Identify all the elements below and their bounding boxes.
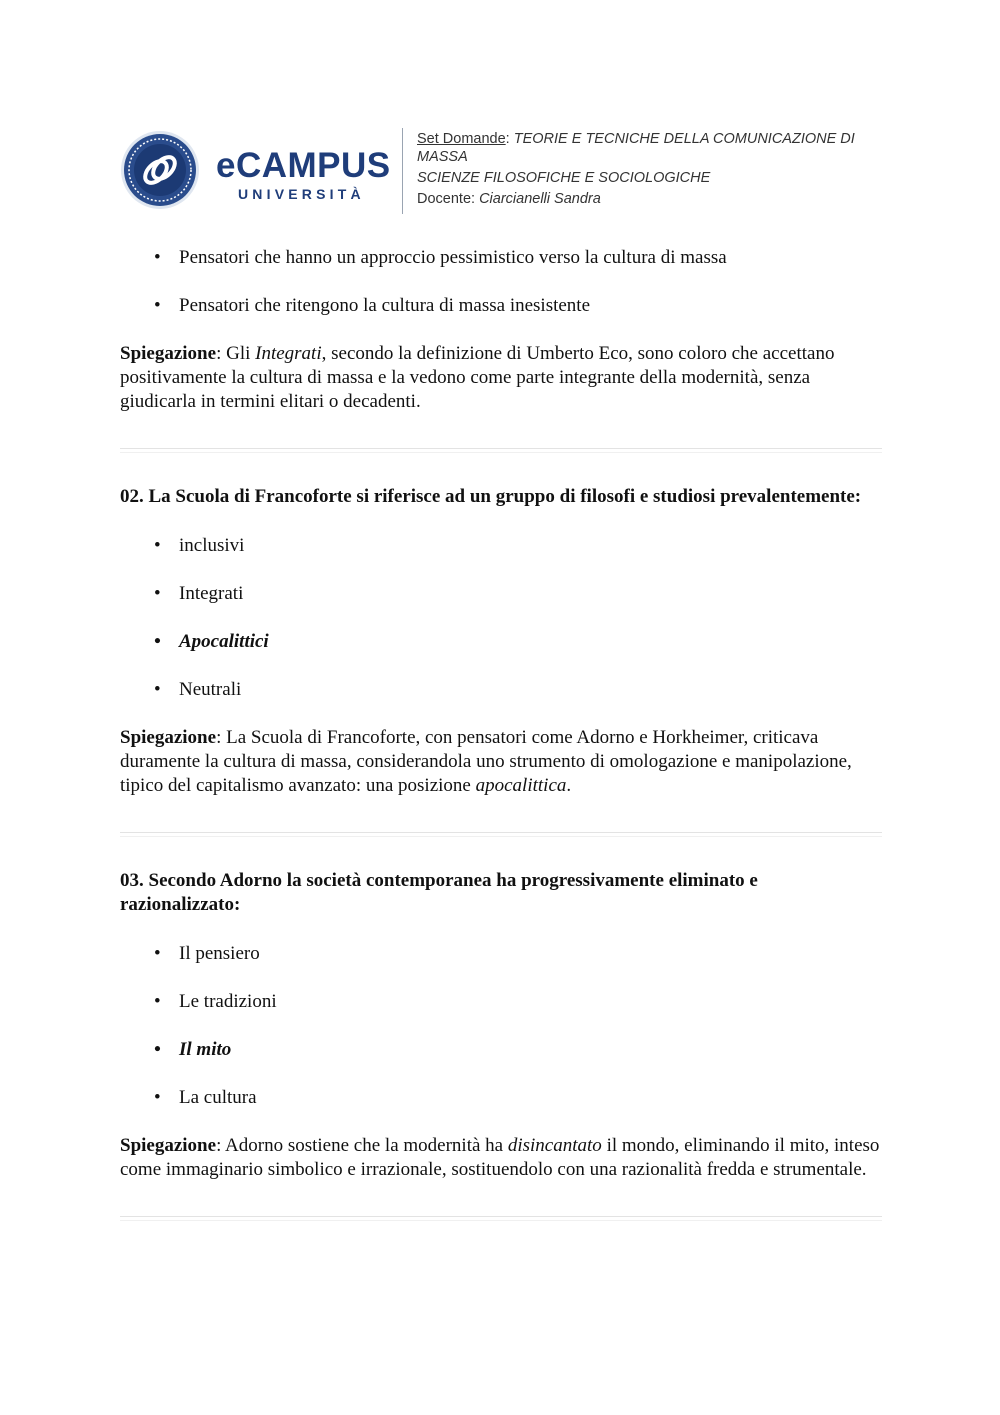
section-divider <box>120 832 882 837</box>
q3-title: 03. Secondo Adorno la società contemporanea ha progressivamente eliminato e razionalizzato: <box>120 870 758 915</box>
ecampus-wordmark <box>216 148 391 202</box>
brand-subtitle: UNIVERSITÀ <box>238 186 365 202</box>
explanation-label: Spiegazione <box>120 343 217 364</box>
faculty-name: SCIENZE FILOSOFICHE E SOCIOLOGICHE <box>417 170 711 186</box>
explanation-label: Spiegazione <box>120 1135 217 1156</box>
explanation-text: : Gli <box>216 343 256 364</box>
explanation-emphasis: disincantato <box>507 1135 602 1156</box>
option-item: • Neutrali <box>120 678 882 702</box>
option-item-correct: • Apocalittici <box>120 630 882 654</box>
header-divider <box>402 128 403 214</box>
docente-label: Docente <box>417 191 472 207</box>
option-item: • Integrati <box>120 582 882 606</box>
explanation-text: . <box>566 775 572 796</box>
explanation-emphasis: apocalittica <box>475 775 567 796</box>
course-name: TEORIE E TECNICHE DELLA COMUNICAZIONE DI MASSA <box>417 131 855 165</box>
course-title-row: Set Domande: TEORIE E TECNICHE DELLA COMUNICAZIONE DI MASSA <box>417 131 855 165</box>
option-item: • La cultura <box>120 1086 882 1110</box>
docente-row: Docente: Ciarcianelli Sandra <box>417 191 601 207</box>
explanation-label: Spiegazione <box>120 727 217 748</box>
explanation-text: : Adorno sostiene che la modernità ha <box>216 1135 508 1156</box>
explanation-text: il mondo, eliminando il mito, inteso come immaginario simbolico e irrazionale, sostituendolo con una razionalità fredda e strumentale. <box>120 1135 880 1180</box>
option-item: • Pensatori che hanno un approccio pessimistico verso la cultura di massa <box>120 246 882 270</box>
option-item: • Le tradizioni <box>120 990 882 1014</box>
q1-explanation <box>120 342 882 414</box>
set-label: Set Domande <box>417 131 506 147</box>
option-item-correct: • Il mito <box>120 1038 882 1062</box>
q3-explanation <box>120 1134 882 1182</box>
explanation-text: : La Scuola di Francoforte, con pensatori come Adorno e Horkheimer, criticava duramente la cultura di massa, considerandola uno strumento di omologazione e manipolazione, tipico del capitalismo avanzato: una posizione <box>120 727 852 796</box>
option-item: • Pensatori che ritengono la cultura di massa inesistente <box>120 294 882 318</box>
section-divider <box>120 1216 882 1221</box>
q2-options <box>120 534 882 702</box>
brand-name: eCAMPUS <box>216 146 391 185</box>
section-divider <box>120 448 882 453</box>
q2-explanation <box>120 726 882 798</box>
docente-name: Ciarcianelli Sandra <box>479 191 601 207</box>
course-info <box>417 130 887 211</box>
q2-title: 02. La Scuola di Francoforte si riferisce ad un gruppo di filosofi e studiosi prevalentemente: <box>120 486 862 507</box>
q1-options <box>120 246 882 318</box>
option-item: • inclusivi <box>120 534 882 558</box>
q3-options <box>120 942 882 1110</box>
faculty-row <box>417 169 887 187</box>
document-content <box>120 246 882 1253</box>
page-header <box>120 126 890 216</box>
explanation-text: , secondo la definizione di Umberto Eco, sono coloro che accettano positivamente la cultura di massa e la vedono come parte integrante della modernità, senza giudicarla in termini elitari o decadenti. <box>120 343 835 412</box>
ecampus-seal-logo <box>120 130 200 210</box>
option-item: • Il pensiero <box>120 942 882 966</box>
explanation-emphasis: Integrati <box>255 343 322 364</box>
